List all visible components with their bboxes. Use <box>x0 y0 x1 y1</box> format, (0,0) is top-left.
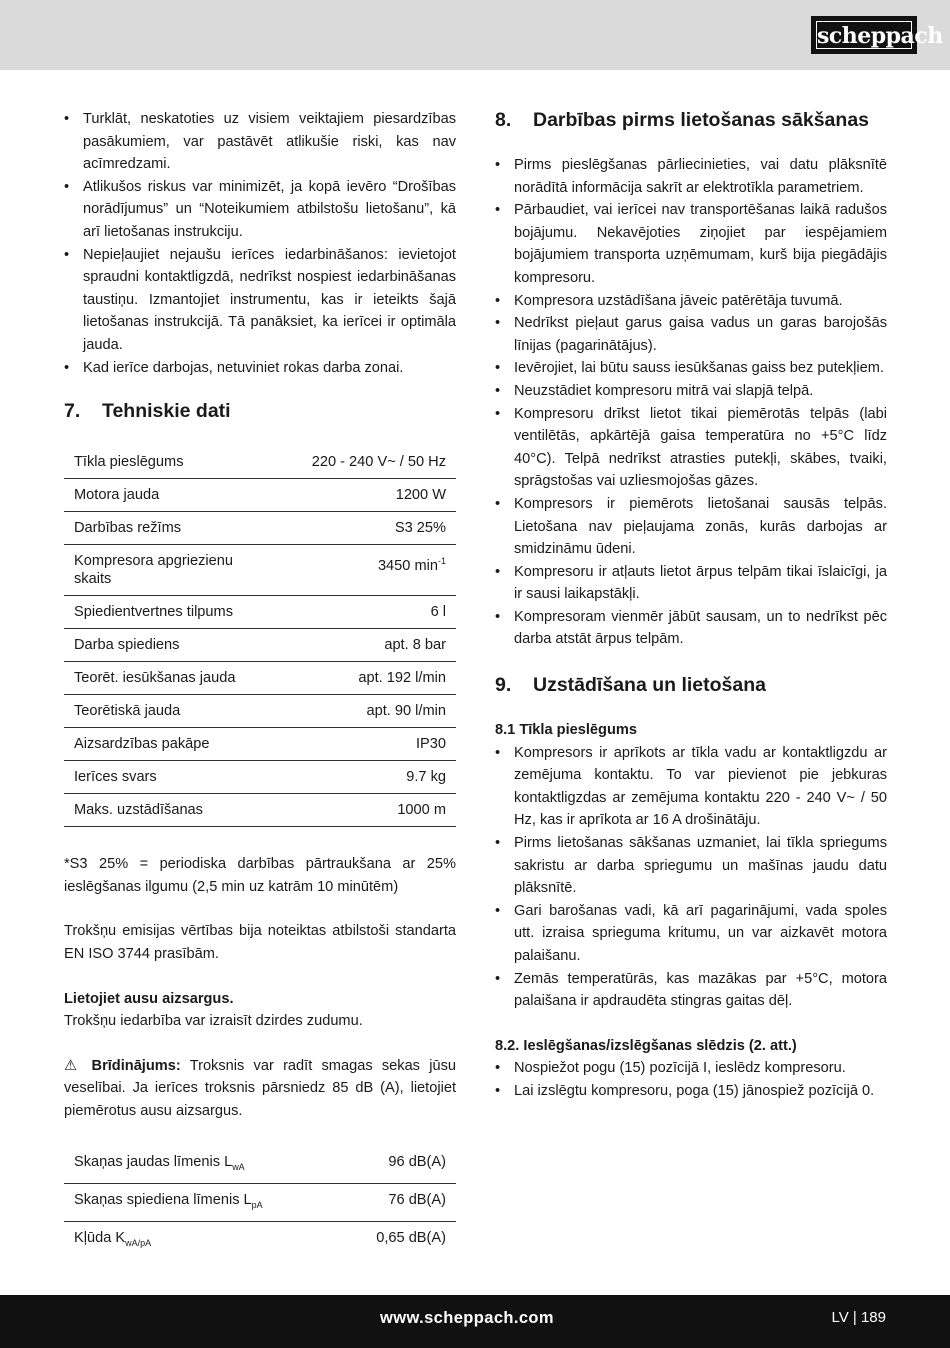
spec-value-sup: -1 <box>437 556 446 567</box>
table-row <box>64 629 456 662</box>
spec-value: 9.7 kg <box>284 761 456 794</box>
section-title: Tehniskie dati <box>102 400 231 423</box>
noise-label-sub: wA <box>232 1162 245 1173</box>
list-item: • Kompresoru ir atļauts lietot ārpus telpām tikai īslaicīgi, ja ir sausi laikapstākļi. <box>495 561 887 606</box>
spec-label: Spiedientvertnes tilpums <box>64 596 284 629</box>
section-number: 7. <box>64 400 81 423</box>
spec-value: 220 - 240 V~ / 50 Hz <box>284 446 456 479</box>
spec-value <box>284 545 456 596</box>
spec-value: apt. 90 l/min <box>284 695 456 728</box>
table-row <box>64 662 456 695</box>
spec-value: apt. 192 l/min <box>284 662 456 695</box>
table-row <box>64 695 456 728</box>
table-row <box>64 545 456 596</box>
noise-label-text: Skaņas spiediena līmenis L <box>74 1192 252 1209</box>
warning-icon: ⚠ <box>64 1057 83 1074</box>
list-item: • Pirms lietošanas sākšanas uzmaniet, lai tīkla spriegums sakristu ar darba spriegumu un mašīnas jaudu datu plāksnītē. <box>495 832 887 900</box>
noise-label-sub: wA/pA <box>125 1238 152 1249</box>
section-8-heading <box>495 108 887 132</box>
ear-protection-heading: Lietojiet ausu aizsargus. <box>64 990 234 1007</box>
right-column <box>495 108 887 1103</box>
noise-label-text: Kļūda K <box>74 1230 126 1247</box>
spec-label: Darba spiediens <box>64 629 284 662</box>
spec-value-text: 3450 min <box>377 557 438 574</box>
spec-value: 1000 m <box>284 794 456 827</box>
noise-label <box>64 1146 338 1183</box>
section-title: Uzstādīšana un lietošana <box>533 674 766 697</box>
list-item: • Kompresors ir aprīkots ar tīkla vadu ar kontaktligzdu ar zemējuma kontaktu. To var pievienot pie jebkuras kontaktligzdas ar zemējuma kontaktu 220 - 240 V~ / 50 Hz, kas ir aprīkota ar 16 A drošinātāju. <box>495 742 887 832</box>
left-column <box>64 108 456 1259</box>
spec-label: Teorētiskā jauda <box>64 695 284 728</box>
list-item: • Pārbaudiet, vai ierīcei nav transportēšanas laikā radušos bojājumu. Nekavējoties ziņojiet par iespējamiem bojājumiem transporta uzņēmumam, kurš bija piegādājis kompresoru. <box>495 199 887 289</box>
subsection-8-1-heading: 8.1 Tīkla pieslēgums <box>495 722 637 739</box>
list-item: • Pirms pieslēgšanas pārliecinieties, vai datu plāksnītē norādītā informācija sakrīt ar elektrotīkla parametriem. <box>495 154 887 199</box>
preparation-list <box>495 154 887 651</box>
scheppach-logo <box>811 16 943 54</box>
section-number: 9. <box>495 674 512 697</box>
section-7-heading <box>64 399 456 423</box>
list-item: • Atlikušos riskus var minimizēt, ja kopā ievēro “Drošības norādījumus” un “Noteikumiem atbilstošu lietošanu”, kā arī lietošanas instrukciju. <box>64 176 456 244</box>
website-link[interactable]: www.scheppach.com <box>380 1309 554 1327</box>
header-bar <box>0 0 950 70</box>
noise-value: 76 dB(A) <box>338 1184 456 1222</box>
noise-label-sub: pA <box>251 1200 263 1211</box>
list-item: • Gari barošanas vadi, kā arī pagarinājumi, vada spoles utt. izraisa sprieguma kritumu, un var aizkavēt motora palaišanu. <box>495 900 887 968</box>
subsection-8-2-heading: 8.2. Ieslēgšanas/izslēgšanas slēdzis (2. att.) <box>495 1037 797 1054</box>
spec-label: Motora jauda <box>64 479 284 512</box>
section-number: 8. <box>495 109 512 131</box>
page-number: LV | 189 <box>831 1309 886 1326</box>
spec-label: Aizsardzības pakāpe <box>64 728 284 761</box>
switch-list <box>495 1057 887 1102</box>
mains-connection-list <box>495 742 887 1013</box>
noise-value: 96 dB(A) <box>338 1146 456 1183</box>
table-row <box>64 794 456 827</box>
s3-note: *S3 25% = periodiska darbības pārtraukšana ar 25% ieslēgšanas ilgumu (2,5 min uz katrām 10 minūtēm) <box>64 856 456 895</box>
noise-table <box>64 1146 456 1259</box>
table-row <box>64 512 456 545</box>
spec-value: IP30 <box>284 728 456 761</box>
table-row <box>64 728 456 761</box>
ear-protection-text: Trokšņu iedarbība var izraisīt dzirdes zudumu. <box>64 1013 363 1030</box>
list-item: • Kompresoru drīkst lietot tikai piemērotās telpās (labi ventilētās, apkārtējā gaisa temperatūra no +5°C līdz 40°C). Telpā nedrīkst atrasties putekļi, skābes, tvaiki, sprāgstošas vai uzliesmojošas gāzes. <box>495 403 887 493</box>
warning-text: Troksnis var radīt smagas sekas jūsu veselībai. Ja ierīces troksnis pārsniedz 85 dB (A), lietojiet piemērotus ausu aizsargus. <box>64 1057 456 1119</box>
noise-standard-note: Trokšņu emisijas vērtības bija noteiktas atbilstoši standarta EN ISO 3744 prasībām. <box>64 923 456 962</box>
spec-label: Maks. uzstādīšanas <box>64 794 284 827</box>
noise-label <box>64 1222 338 1259</box>
logo-text: scheppach <box>817 23 943 49</box>
footer-bar <box>0 1295 950 1348</box>
table-row <box>64 1184 456 1222</box>
spec-value: S3 25% <box>284 512 456 545</box>
warning-label: Brīdinājums: <box>91 1057 181 1074</box>
table-row <box>64 761 456 794</box>
list-item: • Zemās temperatūrās, kas mazākas par +5°C, motora palaišana ir apdraudēta stingras gaitas dēļ. <box>495 968 887 1013</box>
spec-label: Ierīces svars <box>64 761 284 794</box>
spec-value: 6 l <box>284 596 456 629</box>
noise-label <box>64 1184 338 1222</box>
spec-label: Tīkla pieslēgums <box>64 446 284 479</box>
list-item: • Kompresora uzstādīšana jāveic patērētāja tuvumā. <box>495 290 887 313</box>
spec-value: 1200 W <box>284 479 456 512</box>
table-row <box>64 1146 456 1183</box>
list-item: • Kompresors ir piemērots lietošanai sausās telpās. Lietošana nav pieļaujama zonās, kurās darbojas ar smidzināmu ūdeni. <box>495 493 887 561</box>
list-item: • Nospiežot pogu (15) pozīcijā I, ieslēdz kompresoru. <box>495 1057 887 1080</box>
list-item: • Nepieļaujiet nejaušu ierīces iedarbināšanos: ievietojot spraudni kontaktligzdā, nedrīkst nospiest iedarbināšanas taustiņu. Izmantojiet instrumentu, kas ir ieteikts šajā lietošanas instrukcijā. Tā panāksiet, ka ierīcei ir optimāla jauda. <box>64 244 456 357</box>
warning-paragraph <box>64 1055 456 1123</box>
table-row <box>64 1222 456 1259</box>
table-row <box>64 446 456 479</box>
list-item: • Kompresoram vienmēr jābūt sausam, un to nedrīkst pēc darba atstāt ārpus telpām. <box>495 606 887 651</box>
noise-label-text: Skaņas jaudas līmenis L <box>74 1154 233 1171</box>
noise-value: 0,65 dB(A) <box>376 1230 446 1247</box>
spec-value: apt. 8 bar <box>284 629 456 662</box>
tech-data-table <box>64 446 456 827</box>
list-item: • Neuzstādiet kompresoru mitrā vai slapjā telpā. <box>495 380 887 403</box>
list-item: • Kad ierīce darbojas, netuviniet rokas darba zonai. <box>64 357 456 380</box>
section-9-heading <box>495 673 887 697</box>
residual-risk-list <box>64 108 456 379</box>
table-row <box>64 596 456 629</box>
list-item: • Turklāt, neskatoties uz visiem veiktajiem piesardzības pasākumiem, var pastāvēt atlikušie riski, kas nav acīmredzami. <box>64 108 456 176</box>
list-item: • Ievērojiet, lai būtu sauss iesūkšanas gaiss bez putekļiem. <box>495 357 887 380</box>
list-item: • Lai izslēgtu kompresoru, poga (15) jānospiež pozīcijā 0. <box>495 1080 887 1103</box>
spec-label: Teorēt. iesūkšanas jauda <box>64 662 284 695</box>
spec-label: Darbības režīms <box>64 512 284 545</box>
table-row <box>64 479 456 512</box>
spec-label: Kompresora apgriezienu skaits <box>64 545 284 596</box>
list-item: • Nedrīkst pieļaut garus gaisa vadus un garas barojošās līnijas (pagarinātājus). <box>495 312 887 357</box>
section-title: Darbības pirms lietošanas sākšanas <box>533 109 870 131</box>
